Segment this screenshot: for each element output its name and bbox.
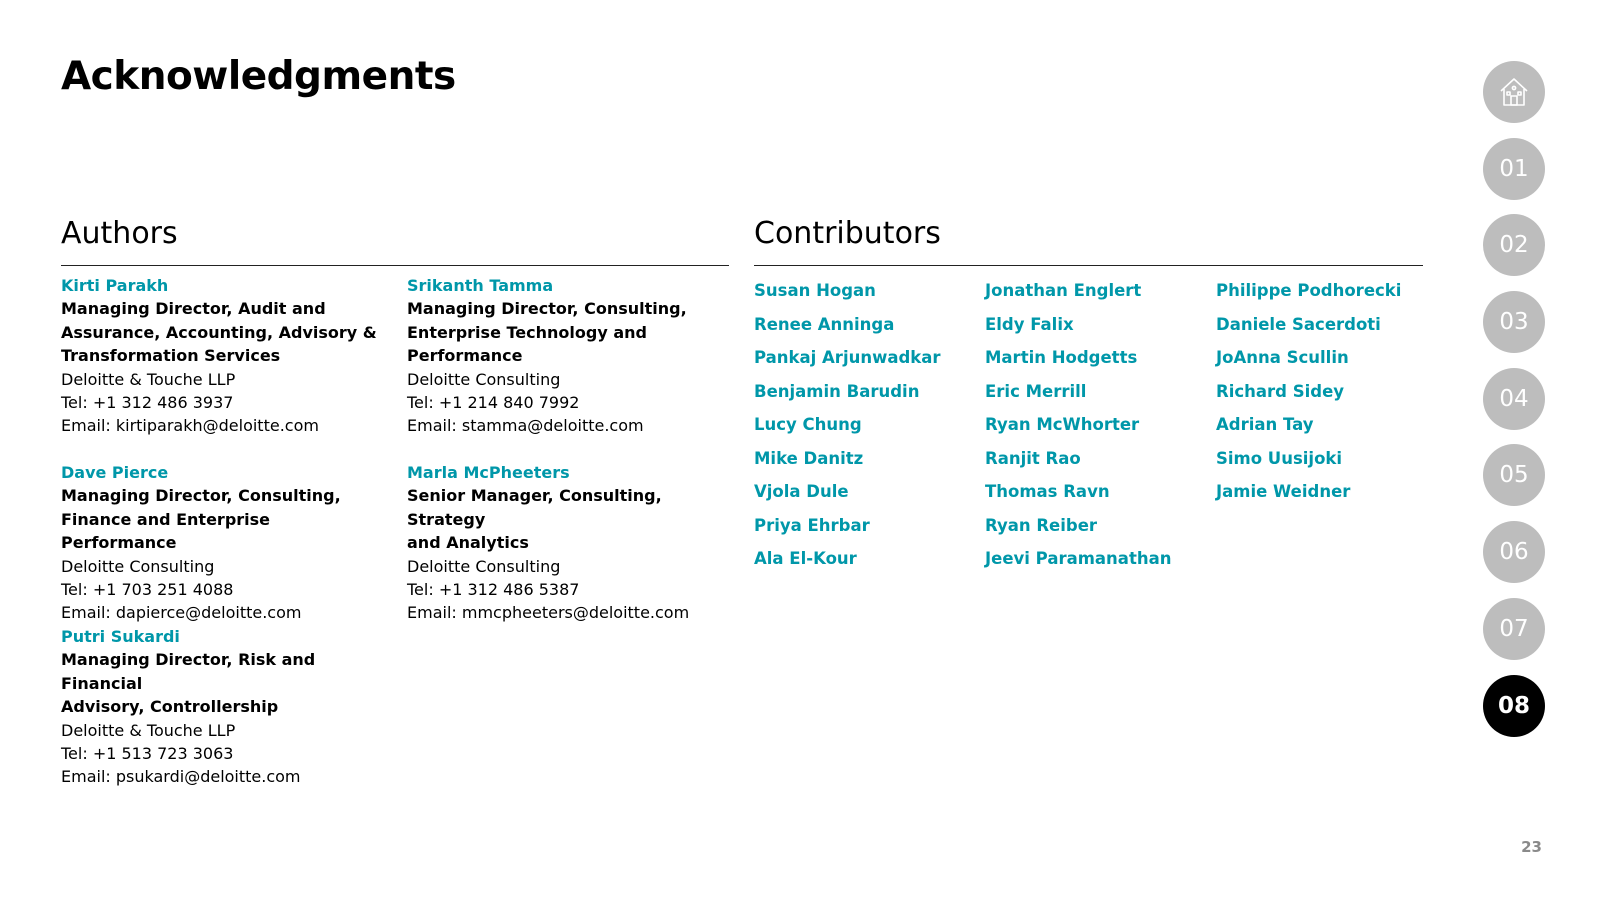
author-name: Putri Sukardi xyxy=(61,627,180,646)
author-role-line: Assurance, Accounting, Advisory & xyxy=(61,322,377,342)
contributor-name: JoAnna Scullin xyxy=(1216,348,1349,367)
authors-header: Authors xyxy=(61,209,729,266)
contributors-header: Contributors xyxy=(754,209,1423,266)
contributor-name: Adrian Tay xyxy=(1216,415,1314,434)
contributor-name: Benjamin Barudin xyxy=(754,381,920,401)
author-name: Marla McPheeters xyxy=(407,463,570,482)
nav-section-03[interactable]: 03 xyxy=(1483,291,1545,353)
contributor-name: Ala El-Kour xyxy=(754,549,857,568)
contributor-name: Mike Danitz xyxy=(754,448,864,468)
author-role-line: and Analytics xyxy=(407,533,529,553)
contributor-name: Philippe Podhorecki xyxy=(1216,281,1402,300)
contributor-name: Ranjit Rao xyxy=(985,448,1081,468)
author-card-dave-pierce xyxy=(61,461,391,625)
nav-section-08[interactable]: 08 xyxy=(1483,675,1545,737)
author-role-line: Finance and Enterprise Performance xyxy=(61,509,271,553)
contributor-name: Thomas Ravn xyxy=(985,482,1110,501)
author-name: Kirti Parakh xyxy=(61,276,169,295)
author-role-line: Managing Director, Consulting, xyxy=(407,299,687,319)
author-email: Email: mmcpheeters@deloitte.com xyxy=(407,603,690,623)
contributor-name: Jonathan Englert xyxy=(985,281,1142,300)
home-button[interactable] xyxy=(1483,61,1545,123)
author-email: Email: kirtiparakh@deloitte.com xyxy=(61,416,319,436)
author-email: Email: dapierce@deloitte.com xyxy=(61,603,302,623)
home-icon xyxy=(1497,75,1531,109)
nav-section-07[interactable]: 07 xyxy=(1483,598,1545,660)
section-nav xyxy=(1483,61,1545,751)
author-company: Deloitte Consulting xyxy=(407,556,561,576)
author-company: Deloitte & Touche LLP xyxy=(61,369,236,389)
contributors-column-3 xyxy=(1216,274,1401,509)
author-email: Email: psukardi@deloitte.com xyxy=(61,767,301,787)
contributor-name: Richard Sidey xyxy=(1216,381,1345,401)
author-name: Dave Pierce xyxy=(61,463,169,482)
contributor-name: Renee Anninga xyxy=(754,314,895,334)
contributors-column-1 xyxy=(754,274,941,576)
author-role-line: Managing Director, Risk and Financial xyxy=(61,650,316,693)
author-tel: Tel: +1 513 723 3063 xyxy=(61,744,234,764)
author-card-marla-mcpheeters xyxy=(407,461,737,625)
nav-section-02[interactable]: 02 xyxy=(1483,214,1545,276)
author-tel: Tel: +1 312 486 5387 xyxy=(407,580,580,600)
author-tel: Tel: +1 312 486 3937 xyxy=(61,393,234,413)
author-role-line: Performance xyxy=(407,346,523,366)
contributors-column-2 xyxy=(985,274,1171,576)
contributor-name: Ryan McWhorter xyxy=(985,415,1140,434)
author-role-line: Senior Manager, Consulting, Strategy xyxy=(407,486,662,529)
contributor-name: Ryan Reiber xyxy=(985,515,1098,535)
contributor-name: Jeevi Paramanathan xyxy=(985,549,1172,568)
author-company: Deloitte & Touche LLP xyxy=(61,720,236,740)
contributor-name: Eldy Falix xyxy=(985,314,1074,334)
contributor-name: Pankaj Arjunwadkar xyxy=(754,348,941,367)
author-role-line: Transformation Services xyxy=(61,346,281,366)
page-title: Acknowledgments xyxy=(61,54,456,99)
nav-section-05[interactable]: 05 xyxy=(1483,444,1545,506)
author-company: Deloitte Consulting xyxy=(407,369,561,389)
author-card-kirti-parakh xyxy=(61,274,391,438)
page-number: 23 xyxy=(1521,838,1542,856)
author-email: Email: stamma@deloitte.com xyxy=(407,416,644,436)
nav-section-04[interactable]: 04 xyxy=(1483,368,1545,430)
contributor-name: Simo Uusijoki xyxy=(1216,448,1343,468)
contributor-name: Jamie Weidner xyxy=(1216,482,1351,501)
author-name: Srikanth Tamma xyxy=(407,276,554,295)
contributor-name: Susan Hogan xyxy=(754,281,876,300)
nav-section-01[interactable]: 01 xyxy=(1483,138,1545,200)
author-role-line: Managing Director, Consulting, xyxy=(61,486,341,506)
author-role-line: Advisory, Controllership xyxy=(61,697,279,717)
nav-section-06[interactable]: 06 xyxy=(1483,521,1545,583)
author-card-putri-sukardi xyxy=(61,625,391,789)
author-tel: Tel: +1 703 251 4088 xyxy=(61,580,234,600)
contributor-name: Eric Merrill xyxy=(985,381,1087,401)
author-role-line: Enterprise Technology and xyxy=(407,322,647,342)
contributor-name: Lucy Chung xyxy=(754,415,862,434)
author-company: Deloitte Consulting xyxy=(61,556,215,576)
author-tel: Tel: +1 214 840 7992 xyxy=(407,393,580,413)
contributor-name: Priya Ehrbar xyxy=(754,515,870,535)
contributor-name: Daniele Sacerdoti xyxy=(1216,314,1381,334)
author-card-srikanth-tamma xyxy=(407,274,737,438)
contributor-name: Vjola Dule xyxy=(754,482,849,501)
contributor-name: Martin Hodgetts xyxy=(985,348,1138,367)
author-role-line: Managing Director, Audit and xyxy=(61,299,326,319)
